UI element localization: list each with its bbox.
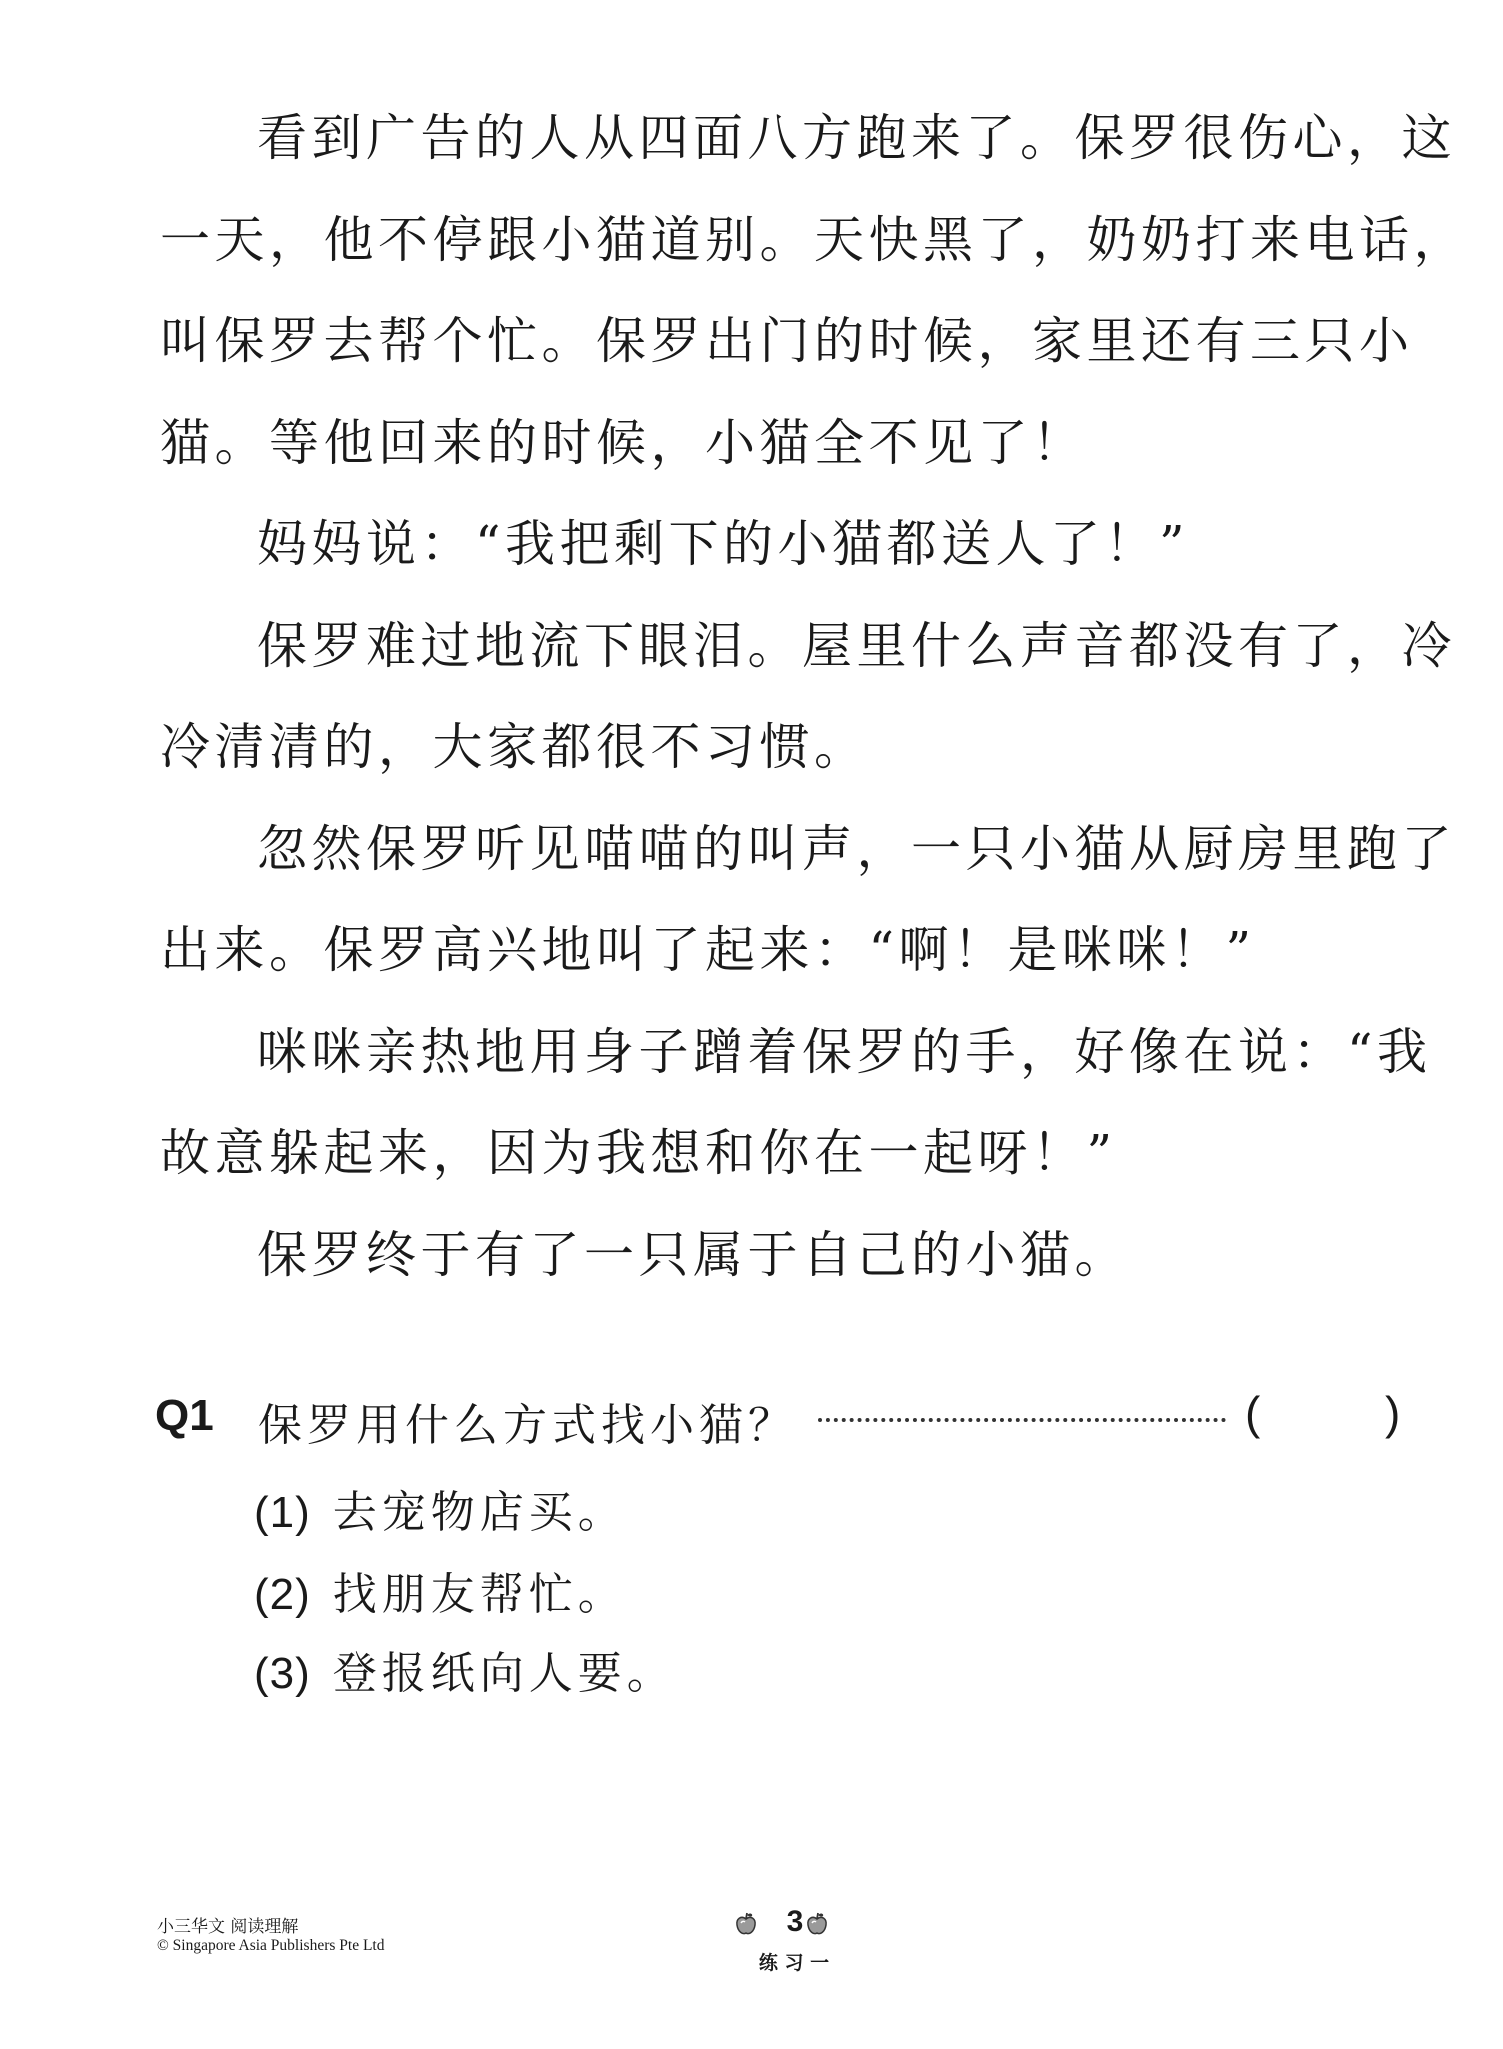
option-1 [254,1476,627,1540]
passage-line: 冷清清的，大家都很不习惯。 [160,718,869,776]
option-text: 登报纸向人要。 [332,1648,676,1699]
question-text: 保罗用什么方式找小猫？ [258,1400,797,1451]
option-number: (1) [254,1488,311,1537]
option-2 [254,1558,627,1622]
answer-bracket-close: ) [1385,1387,1401,1439]
reading-passage [160,88,1468,1306]
option-number: (3) [254,1649,311,1698]
option-number: (2) [254,1570,311,1619]
question-number: Q1 [155,1391,214,1440]
passage-line: 出来。保罗高兴地叫了起来：“啊！是咪咪！” [160,921,1256,979]
page-number: 3 [786,1905,804,1938]
book-title: 小三华文 阅读理解 [157,1917,299,1937]
leader-dots [818,1418,1226,1422]
answer-bracket-open: ( [1245,1387,1261,1439]
passage-line: 保罗终于有了一只属于自己的小猫。 [257,1225,1129,1284]
option-text: 去宠物店买。 [332,1487,627,1538]
apple-icon [735,1912,757,1936]
option-text: 找朋友帮忙。 [332,1569,627,1620]
option-3 [254,1637,676,1701]
passage-line: 叫保罗去帮个忙。保罗出门的时候，家里还有三只小 [160,312,1414,370]
answer-blank[interactable] [1268,1392,1378,1442]
passage-line: 妈妈说：“我把剩下的小猫都送人了！” [257,515,1190,573]
passage-line: 一天，他不停跟小猫道别。天快黑了，奶奶打来电话， [160,210,1468,269]
copyright-notice: © Singapore Asia Publishers Pte Ltd [157,1937,385,1954]
passage-line: 忽然保罗听见喵喵的叫声，一只小猫从厨房里跑了 [257,819,1456,878]
passage-line: 看到广告的人从四面八方跑来了。保罗很伤心，这 [257,109,1456,167]
exercise-label: 练 习 一 [758,1952,830,1974]
passage-line: 故意躲起来，因为我想和你在一起呀！” [160,1124,1117,1182]
passage-line: 保罗难过地流下眼泪。屋里什么声音都没有了，冷 [257,616,1456,675]
apple-icon [806,1912,828,1936]
passage-line: 咪咪亲热地用身子蹭着保罗的手，好像在说：“我 [257,1022,1432,1081]
passage-line: 猫。等他回来的时候，小猫全不见了！ [160,413,1087,472]
